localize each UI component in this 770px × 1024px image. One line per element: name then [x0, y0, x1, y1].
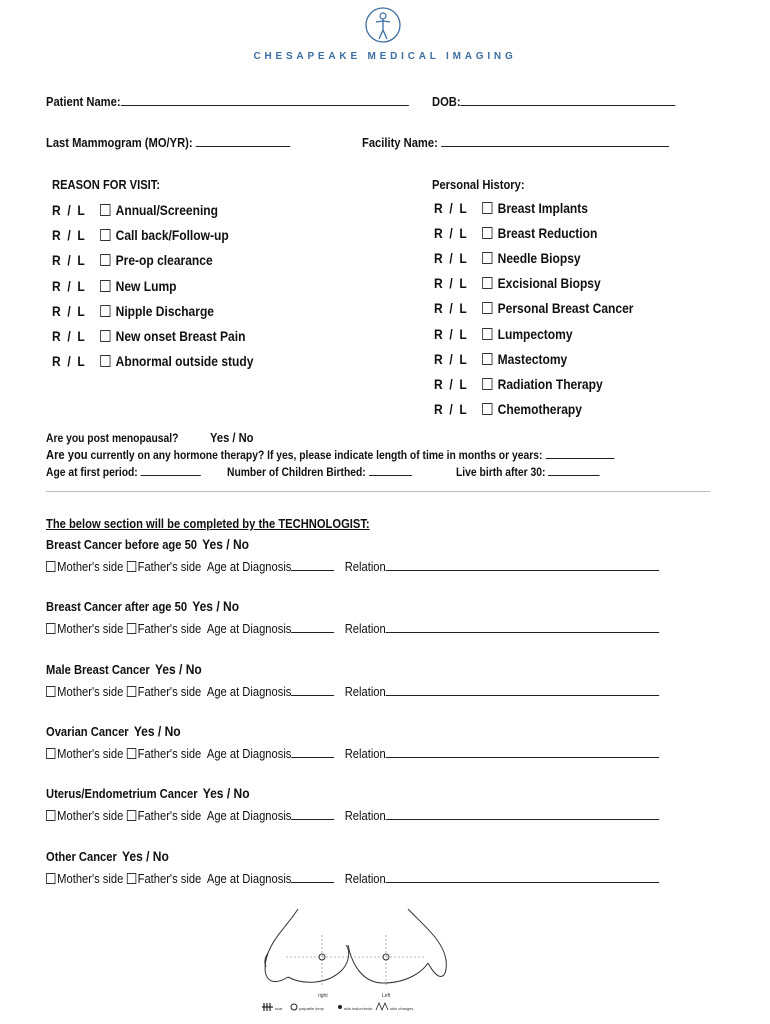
- relation-field[interactable]: [386, 808, 659, 820]
- fathers-side-checkbox[interactable]: [126, 748, 135, 759]
- history-heading: Personal History:: [432, 177, 525, 192]
- reason-item-label: Call back/Follow-up: [115, 227, 229, 244]
- reason-row: [52, 353, 253, 369]
- mothers-side-checkbox[interactable]: [46, 623, 55, 634]
- history-item-label: Needle Biopsy: [497, 250, 581, 267]
- mothers-side-label: Mother's side: [57, 683, 124, 699]
- hormone-question: currently on any hormone therapy? If yes, please indicate length of time in months or years:: [90, 448, 543, 462]
- condition-label: Breast Cancer before age 50: [46, 537, 198, 552]
- age-at-diagnosis-label: Age at Diagnosis: [206, 745, 292, 761]
- side-selector[interactable]: R / L: [434, 350, 467, 367]
- history-item-label: Breast Reduction: [497, 225, 598, 242]
- reason-heading: REASON FOR VISIT:: [52, 177, 161, 192]
- dob-label: DOB:: [432, 94, 461, 109]
- age-at-diagnosis-label: Age at Diagnosis: [206, 683, 292, 699]
- children-field[interactable]: [369, 464, 412, 476]
- checkbox[interactable]: [100, 229, 110, 241]
- family-history-row: [46, 684, 659, 699]
- history-item-label: Breast Implants: [497, 200, 588, 216]
- mothers-side-checkbox[interactable]: [46, 873, 55, 884]
- fathers-side-label: Father's side: [137, 559, 202, 574]
- reason-item-label: New Lump: [115, 277, 177, 294]
- menopausal-question: Are you post menopausal?: [46, 431, 179, 445]
- condition-heading: [46, 536, 249, 552]
- palpable-lump-icon: [291, 1004, 297, 1010]
- family-history-row: [46, 808, 659, 823]
- condition-yes-no[interactable]: Yes / No: [133, 722, 181, 739]
- section-divider: [46, 491, 710, 492]
- technologist-heading: The below section will be completed by the TECHNOLOGIST:: [46, 516, 370, 531]
- mothers-side-checkbox[interactable]: [46, 561, 55, 572]
- scar-icon: [262, 1003, 273, 1011]
- condition-yes-no[interactable]: Yes / No: [202, 785, 250, 802]
- mothers-side-label: Mother's side: [57, 621, 124, 637]
- checkbox[interactable]: [482, 328, 492, 340]
- reason-row: [52, 303, 214, 319]
- fathers-side-checkbox[interactable]: [126, 810, 135, 821]
- side-selector[interactable]: R / L: [434, 300, 467, 317]
- history-item-label: Lumpectomy: [497, 325, 573, 342]
- live-birth-field[interactable]: [548, 464, 600, 476]
- age-at-diagnosis-field[interactable]: [291, 746, 334, 758]
- reason-row: [52, 252, 213, 268]
- menopausal-yes-no[interactable]: Yes / No: [210, 430, 254, 445]
- last-mammogram-field[interactable]: [196, 135, 291, 147]
- condition-label: Ovarian Cancer: [46, 723, 129, 739]
- reason-item-label: Pre-op clearance: [115, 252, 213, 269]
- checkbox[interactable]: [100, 330, 110, 342]
- relation-label: Relation: [344, 870, 386, 886]
- condition-heading: [46, 661, 202, 677]
- checkbox[interactable]: [100, 355, 110, 367]
- mothers-side-label: Mother's side: [57, 808, 124, 824]
- relation-label: Relation: [344, 559, 386, 574]
- side-selector[interactable]: R / L: [52, 252, 85, 269]
- reason-item-label: Annual/Screening: [115, 202, 219, 218]
- checkbox[interactable]: [482, 403, 492, 415]
- side-selector[interactable]: R / L: [434, 275, 467, 292]
- reason-row: [52, 227, 229, 243]
- history-row: [434, 401, 582, 417]
- mothers-side-label: Mother's side: [57, 745, 124, 761]
- last-mammogram-label: Last Mammogram (MO/YR):: [46, 135, 193, 150]
- relation-field[interactable]: [386, 871, 659, 883]
- legend-lump: palpable lump: [299, 1006, 324, 1011]
- last-mammogram-row: [46, 135, 290, 150]
- side-selector[interactable]: R / L: [434, 375, 467, 392]
- fathers-side-label: Father's side: [137, 621, 202, 637]
- checkbox[interactable]: [482, 302, 492, 314]
- checkbox[interactable]: [100, 280, 110, 292]
- relation-label: Relation: [344, 683, 386, 699]
- facility-row: [362, 135, 669, 150]
- diagram-legend: [262, 1003, 413, 1011]
- menopausal-row: [46, 430, 254, 445]
- relation-field[interactable]: [386, 621, 659, 633]
- relation-label: Relation: [344, 745, 386, 761]
- fathers-side-checkbox[interactable]: [126, 623, 135, 634]
- diagram-right-label: right: [318, 993, 328, 999]
- history-row: [434, 250, 581, 266]
- condition-heading: [46, 598, 239, 614]
- reason-item-label: Abnormal outside study: [115, 353, 254, 370]
- side-selector[interactable]: R / L: [52, 227, 85, 244]
- fathers-side-label: Father's side: [137, 808, 202, 824]
- side-selector[interactable]: R / L: [52, 328, 85, 344]
- reason-row: [52, 278, 177, 294]
- facility-field[interactable]: [441, 135, 669, 147]
- age-at-diagnosis-field[interactable]: [291, 559, 334, 571]
- hormone-prefix: Are you: [46, 447, 88, 462]
- reason-item-label: New onset Breast Pain: [115, 328, 246, 344]
- age-at-diagnosis-field[interactable]: [291, 621, 334, 633]
- skin-lesion-icon: [338, 1005, 342, 1009]
- checkbox[interactable]: [482, 227, 492, 239]
- relation-field[interactable]: [386, 684, 659, 696]
- children-row: [227, 464, 412, 479]
- mothers-side-checkbox[interactable]: [46, 686, 55, 697]
- history-item-label: Excisional Biopsy: [497, 275, 601, 292]
- side-selector[interactable]: R / L: [434, 400, 467, 417]
- relation-label: Relation: [344, 808, 386, 824]
- condition-label: Breast Cancer after age 50: [46, 599, 188, 615]
- history-row: [434, 300, 633, 316]
- breast-diagram: [258, 905, 458, 1020]
- relation-label: Relation: [344, 621, 386, 637]
- live-birth-row: [456, 464, 600, 479]
- age-at-diagnosis-field[interactable]: [291, 871, 334, 883]
- checkbox[interactable]: [100, 254, 110, 266]
- condition-heading: [46, 723, 181, 739]
- age-at-diagnosis-field[interactable]: [291, 808, 334, 820]
- history-row: [434, 275, 601, 291]
- history-item-label: Personal Breast Cancer: [497, 300, 634, 317]
- condition-yes-no[interactable]: Yes / No: [202, 536, 250, 552]
- side-selector[interactable]: R / L: [434, 250, 467, 267]
- mothers-side-checkbox[interactable]: [46, 748, 55, 759]
- condition-label: Male Breast Cancer: [46, 661, 150, 677]
- family-history-row: [46, 559, 659, 574]
- family-history-row: [46, 871, 659, 886]
- patient-name-row: [46, 94, 409, 109]
- condition-heading: [46, 785, 250, 801]
- diagram-left-label: Left: [382, 993, 391, 999]
- side-selector[interactable]: R / L: [52, 302, 85, 319]
- checkbox[interactable]: [482, 353, 492, 365]
- fathers-side-label: Father's side: [137, 745, 202, 761]
- history-row: [434, 326, 573, 342]
- checkbox[interactable]: [482, 252, 492, 264]
- checkbox[interactable]: [100, 305, 110, 317]
- condition-yes-no[interactable]: Yes / No: [122, 847, 169, 864]
- mothers-side-label: Mother's side: [57, 870, 124, 886]
- condition-heading: [46, 848, 169, 864]
- age-at-diagnosis-field[interactable]: [291, 684, 334, 696]
- reason-row: [52, 202, 218, 218]
- first-period-label: Age at first period:: [46, 465, 138, 479]
- relation-field[interactable]: [386, 746, 659, 758]
- hormone-length-field[interactable]: [545, 447, 614, 459]
- age-at-diagnosis-label: Age at Diagnosis: [206, 870, 292, 886]
- age-at-diagnosis-label: Age at Diagnosis: [206, 808, 292, 824]
- family-history-row: [46, 746, 659, 761]
- family-history-row: [46, 621, 659, 636]
- dob-field[interactable]: [461, 94, 676, 106]
- patient-name-field[interactable]: [121, 94, 409, 106]
- age-at-diagnosis-label: Age at Diagnosis: [206, 559, 292, 574]
- mothers-side-checkbox[interactable]: [46, 810, 55, 821]
- fathers-side-checkbox[interactable]: [126, 873, 135, 884]
- condition-label: Uterus/Endometrium Cancer: [46, 786, 198, 802]
- logo-icon: [362, 6, 404, 49]
- reason-row: [52, 328, 245, 344]
- reason-item-label: Nipple Discharge: [115, 302, 215, 319]
- side-selector[interactable]: R / L: [434, 325, 467, 342]
- patient-name-label: Patient Name:: [46, 94, 121, 109]
- logo-text: CHESAPEAKE MEDICAL IMAGING: [253, 51, 517, 62]
- legend-skin-changes: skin changes: [390, 1006, 414, 1011]
- fathers-side-checkbox[interactable]: [126, 561, 135, 572]
- condition-yes-no[interactable]: Yes / No: [154, 660, 202, 677]
- checkbox[interactable]: [482, 277, 492, 289]
- checkbox[interactable]: [482, 202, 492, 214]
- checkbox[interactable]: [100, 204, 110, 216]
- condition-label: Other Cancer: [46, 848, 117, 864]
- history-item-label: Chemotherapy: [497, 400, 582, 417]
- history-item-label: Mastectomy: [497, 350, 568, 367]
- first-period-row: [46, 464, 201, 479]
- history-row: [434, 376, 603, 392]
- facility-label: Facility Name:: [362, 135, 438, 150]
- legend-scar: scar: [275, 1006, 283, 1011]
- history-item-label: Radiation Therapy: [497, 375, 603, 392]
- legend-lesion: skin lesion/mole: [344, 1006, 373, 1011]
- children-label: Number of Children Birthed:: [227, 465, 366, 479]
- history-row: [434, 351, 567, 367]
- first-period-field[interactable]: [141, 464, 201, 476]
- fathers-side-checkbox[interactable]: [126, 686, 135, 697]
- live-birth-label: Live birth after 30:: [456, 465, 546, 479]
- history-row: [434, 225, 597, 241]
- skin-changes-icon: [376, 1003, 388, 1010]
- history-row: [434, 200, 588, 216]
- hormone-row: [46, 447, 614, 462]
- age-at-diagnosis-label: Age at Diagnosis: [206, 621, 292, 637]
- checkbox[interactable]: [482, 378, 492, 390]
- condition-yes-no[interactable]: Yes / No: [192, 598, 240, 615]
- side-selector[interactable]: R / L: [52, 202, 85, 218]
- side-selector[interactable]: R / L: [434, 225, 467, 242]
- relation-field[interactable]: [386, 559, 659, 571]
- fathers-side-label: Father's side: [137, 683, 202, 699]
- side-selector[interactable]: R / L: [52, 277, 85, 294]
- mothers-side-label: Mother's side: [57, 559, 124, 574]
- dob-row: [432, 94, 676, 109]
- side-selector[interactable]: R / L: [434, 200, 467, 216]
- side-selector[interactable]: R / L: [52, 353, 85, 370]
- fathers-side-label: Father's side: [137, 870, 202, 886]
